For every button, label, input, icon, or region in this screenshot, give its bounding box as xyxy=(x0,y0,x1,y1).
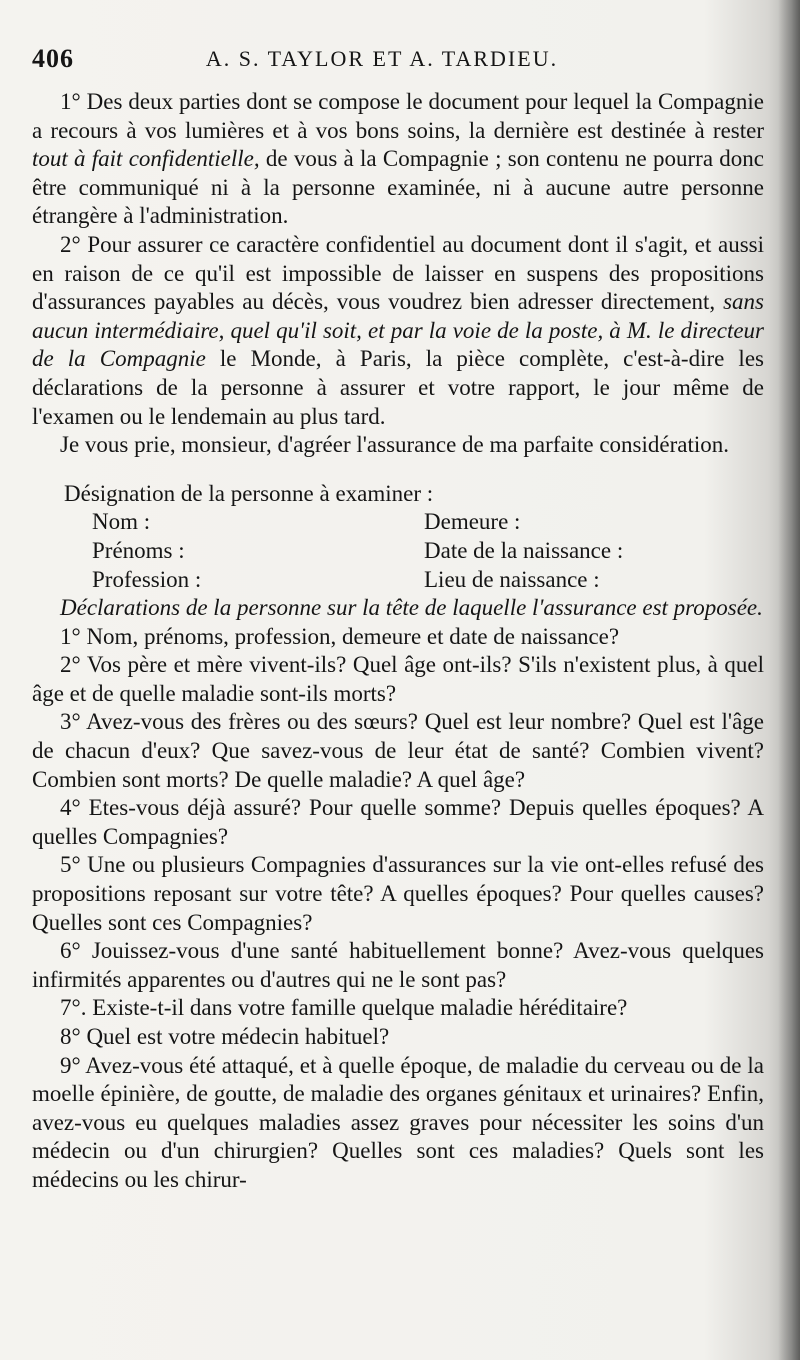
question-2: 2° Vos père et mère vivent-ils? Quel âge ont-ils? S'ils n'existent plus, à quel âge et de quelle maladie sont-ils morts? xyxy=(32,652,764,706)
paragraph-text: 2° Pour assurer ce caractère confidentiel au document dont il s'agit, et aussi en raison de ce qu'il est impossible de laisser en suspens des propositions d'assurances payables au décès, vous voudrez bien adresser directement, xyxy=(32,231,764,315)
body-text xyxy=(32,88,764,1195)
form-row xyxy=(32,566,764,595)
paragraph-confidentiality xyxy=(32,88,764,231)
question-1: 1° Nom, prénoms, profession, demeure et date de naissance? xyxy=(60,623,620,649)
question-4: 4° Etes-vous déjà assuré? Pour quelle somme? Depuis quelles époques? A quelles Compagnies? xyxy=(32,795,764,849)
designation-heading: Désignation de la personne à examiner : xyxy=(64,480,434,506)
form-label-lieu-naissance: Lieu de naissance : xyxy=(424,566,600,592)
form-label-nom: Nom : xyxy=(92,509,151,535)
paragraph-emphasis: tout à fait confidentielle, xyxy=(32,146,260,172)
declarations-heading: Déclarations de la personne sur la tête de laquelle l'assurance est proposée. xyxy=(60,595,763,621)
page-edge-shadow xyxy=(778,0,800,1360)
paragraph-emphasis: sans aucun intermédiaire, quel qu'il soit, et par la voie de la poste, à M. le directeur de la Compagnie xyxy=(32,289,764,372)
question-6: 6° Jouissez-vous d'une santé habituellement bonne? Avez-vous quelques infirmités apparentes ou d'autres qui ne le sont pas? xyxy=(32,938,764,992)
paragraph-sending-instructions xyxy=(32,231,764,431)
question-9: 9° Avez-vous été attaqué, et à quelle époque, de maladie du cerveau ou de la moelle épinière, de goutte, de maladie des organes génitaux et urinaires? Enfin, avez-vous eu quelques maladies assez graves pour nécessiter les soins d'un médecin ou d'un chirurgien? Quelles sont ces maladies? Quels sont les médecins ou les chirur- xyxy=(32,1052,764,1192)
question-3: 3° Avez-vous des frères ou des sœurs? Quel est leur nombre? Quel est l'âge de chacun d'eux? Que savez-vous de leur état de santé? Combien vivent? Combien sont morts? De quelle maladie? A quel âge? xyxy=(32,709,764,792)
form-label-prenoms: Prénoms : xyxy=(92,537,185,563)
running-title: A. S. TAYLOR ET A. TARDIEU. xyxy=(205,46,559,71)
running-head xyxy=(32,44,732,78)
form-row xyxy=(32,537,764,566)
spacer xyxy=(32,460,764,480)
question-7: 7°. Existe-t-il dans votre famille quelque maladie héréditaire? xyxy=(60,995,628,1021)
form-label-date-naissance: Date de la naissance : xyxy=(424,537,624,563)
form-label-profession: Profession : xyxy=(92,566,202,592)
form-row xyxy=(32,508,764,537)
form-label-demeure: Demeure : xyxy=(424,509,521,535)
paragraph-text: de vous à la Compagnie ; son contenu ne pourra donc être communiqué ni à la personne examinée, ni à aucune autre personne étrangère à l'administration. xyxy=(32,146,764,229)
page-number: 406 xyxy=(32,44,74,73)
question-8: 8° Quel est votre médecin habituel? xyxy=(60,1024,390,1049)
paragraph-text: 1° Des deux parties dont se compose le document pour lequel la Compagnie a recours à vos lumières et à vos bons soins, la dernière est destinée à rester xyxy=(32,89,764,143)
paragraph-text: le Monde, à Paris, la pièce complète, c'est-à-dire les déclarations de la personne à assurer et votre rapport, le jour même de l'examen ou le lendemain au plus tard. xyxy=(32,346,764,429)
paragraph-closing: Je vous prie, monsieur, d'agréer l'assurance de ma parfaite considération. xyxy=(60,432,729,458)
question-5: 5° Une ou plusieurs Compagnies d'assurances sur la vie ont-elles refusé des propositions reposant sur votre tête? A quelles époques? Pour quelles causes? Quelles sont ces Compagnies? xyxy=(32,852,764,935)
